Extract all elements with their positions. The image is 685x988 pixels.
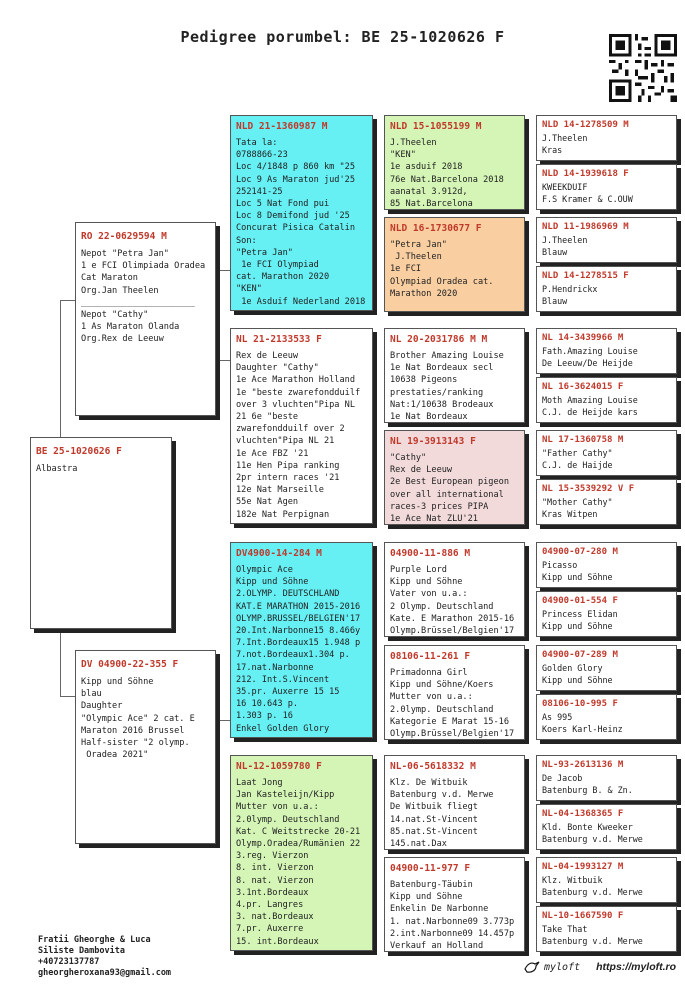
pigeon-notes: Olympic Ace Kipp und Söhne 2.OLYMP. DEUTSCHLAND KAT.E MARATHON 2015-2016 OLYMP.BRUSSEL/BELGIEN'17 20.Int.Narbonne15 8.466y 7.Int.Bordeaux15 1.948 p 7.not.Bordeaux1.304 p. 17.nat.Narbonne 212. Int.S.Vincent 35.pr. Auxerre 15 15 16 10.643 p. 1.303 p. 16 Enkel Golden Glory xyxy=(236,565,361,734)
pigeon-id: NL-06-5618332 M xyxy=(390,761,476,772)
pigeon-id: 08106-11-261 F xyxy=(390,651,471,662)
grandsire-paternal-card xyxy=(230,115,373,311)
pigeon-notes: Kipp und Söhne blau Daughter "Olympic Ace" 2 cat. E Maraton 2016 Brussel Half-sister "2 olymp. Oradea 2021" xyxy=(81,677,195,761)
pigeon-notes: Laat Jong Jan Kasteleijn/Kipp Mutter von u.a.: 2.0lymp. Deutschland Kat. C Weitstrecke 20-21 Olymp.Oradea/Rumänien 22 3.reg. Vierzon 8. int. Vierzon 8. nat. Vierzon 3.1nt.Bordeaux 4.pr. Langres 3. nat.Bordeaux 7.pr. Auxerre 15. int.Bordeaux xyxy=(236,778,361,947)
pigeon-notes: J.Theelen Kras xyxy=(542,133,588,155)
pigeon-id: 04900-11-977 F xyxy=(390,863,471,874)
gen4-card xyxy=(536,645,677,691)
pigeon-notes: Kld. Bonte Kweeker Batenburg v.d. Merwe xyxy=(542,822,643,844)
gen4-card xyxy=(536,266,677,312)
granddam-paternal-card xyxy=(230,328,373,524)
pigeon-id: BE 25-1020626 F xyxy=(36,446,122,457)
gen3-card xyxy=(384,645,525,740)
pigeon-notes: Tata la: 0788866-23 Loc 4/1848 p 860 km "25 Loc 9 As Maraton jud'25 252141-25 Loc 5 Nat Fond pui Loc 8 Demifond jud '25 Concurat Pisica Catalin Son: "Petra Jan" 1e FCI Olympiad cat. Marathon 2020 "KEN" 1e Asduif Nederland 2018 xyxy=(236,138,366,307)
connector-line xyxy=(60,628,61,696)
pigeon-notes: "Petra Jan" J.Theelen 1e FCI Olympiad Oradea cat. Marathon 2020 xyxy=(390,240,494,299)
subject-pigeon-card xyxy=(30,437,172,629)
gen4-card xyxy=(536,328,677,374)
gen4-card xyxy=(536,479,677,525)
pigeon-notes: J.Theelen Blauw xyxy=(542,235,588,257)
pigeon-id: NLD 16-1730677 F xyxy=(390,223,482,234)
pigeon-id: NL 19-3913143 F xyxy=(390,436,476,447)
pigeon-notes: "Cathy" Rex de Leeuw 2e Best European pigeon over all international races-3 prices PIPA 1e Ace Nat ZLU'21 xyxy=(390,453,509,525)
gen3-card xyxy=(384,328,525,423)
pigeon-notes: Princess Elidan Kipp und Söhne xyxy=(542,609,618,631)
pigeon-notes: Primadonna Girl Kipp und Söhne/Koers Mutter von u.a.: 2.0lymp. Deutschland Kategorie E Marat 15-16 Olymp.Brüssel/Belgien'17 xyxy=(390,668,515,740)
gen4-card xyxy=(536,755,677,801)
gen4-card xyxy=(536,164,677,210)
gen3-card xyxy=(384,115,525,210)
pigeon-notes: Moth Amazing Louise C.J. de Heijde kars xyxy=(542,395,638,417)
pigeon-notes: Purple Lord Kipp und Söhne Vater von u.a.: 2 Olymp. Deutschland Kate. E Marathon 2015-16 Olymp.Brüssel/Belgien'17 xyxy=(390,565,515,637)
connector-line xyxy=(216,360,230,361)
pigeon-notes: Take That Batenburg v.d. Merwe xyxy=(542,924,643,946)
connector-line xyxy=(60,300,61,438)
pigeon-notes: Brother Amazing Louise 1e Nat Bordeaux secl 10638 Pigeons prestaties/ranking Nat:1/10638 Brodeaux 1e Nat Bordeaux xyxy=(390,351,504,423)
pigeon-notes: J.Theelen "KEN" 1e asduif 2018 76e Nat.Barcelona 2018 aanatal 3.912d, 85 Nat.Barcelona xyxy=(390,138,504,210)
gen4-card xyxy=(536,217,677,263)
pigeon-id: 04900-07-289 M xyxy=(542,650,618,660)
pigeon-id: 04900-11-886 M xyxy=(390,548,471,559)
pigeon-id: 04900-07-280 M xyxy=(542,547,618,557)
pigeon-notes: P.Hendrickx Blauw xyxy=(542,284,598,306)
gen3-card xyxy=(384,857,525,952)
pigeon-notes: Fath.Amazing Louise De Leeuw/De Heijde xyxy=(542,346,638,368)
pigeon-id: NLD 14-1278509 M xyxy=(542,120,629,130)
connector-line xyxy=(60,300,75,301)
granddam-maternal-card xyxy=(230,755,373,951)
connector-line xyxy=(60,696,75,697)
pigeon-notes: KWEEKDUIF F.S Kramer & C.OUW xyxy=(542,182,633,204)
connector-line xyxy=(216,270,230,271)
gen4-card xyxy=(536,694,677,740)
pigeon-notes: As 995 Koers Karl-Heinz xyxy=(542,712,623,734)
gen4-card xyxy=(536,377,677,423)
brand-url-link[interactable]: https://myloft.ro xyxy=(596,961,677,973)
pigeon-notes: Batenburg-Täubin Kipp und Söhne Enkelin De Narbonne 1. nat.Narbonne09 3.773p 2.int.Narbonne09 14.457p Verkauf an Holland xyxy=(390,880,515,952)
pigeon-notes: Klz. De Witbuik Batenburg v.d. Merwe De Witbuik fliegt 14.nat.St-Vincent 85.nat.St-Vincent 145.nat.Dax xyxy=(390,778,494,850)
pigeon-id: NLD 15-1055199 M xyxy=(390,121,482,132)
gen4-card xyxy=(536,804,677,850)
pigeon-id: 04900-01-554 F xyxy=(542,596,618,606)
pigeon-id: NL-04-1993127 M xyxy=(542,862,624,872)
pigeon-id: DV4900-14-284 M xyxy=(236,548,322,559)
pigeon-notes: Klz. Witbuik Batenburg v.d. Merwe xyxy=(542,875,643,897)
pigeon-id: NL 15-3539292 V F xyxy=(542,484,635,494)
pigeon-id: NL 14-3439966 M xyxy=(542,333,624,343)
pigeon-id: DV 04900-22-355 F xyxy=(81,659,179,670)
pigeon-id: NLD 21-1360987 M xyxy=(236,121,328,132)
pigeon-id: NL 20-2031786 M M xyxy=(390,334,488,345)
gen3-card xyxy=(384,542,525,637)
brand-logo-text: myloft xyxy=(544,961,581,973)
dam-card xyxy=(75,650,216,844)
gen4-card xyxy=(536,591,677,637)
pigeon-id: NL 21-2133533 F xyxy=(236,334,322,345)
gen4-card xyxy=(536,542,677,588)
pigeon-id: NL-10-1667590 F xyxy=(542,911,624,921)
pigeon-id: NL-04-1368365 F xyxy=(542,809,624,819)
pigeon-notes: "Mother Cathy" Kras Witpen xyxy=(542,497,613,519)
pigeon-notes: Albastra xyxy=(36,464,78,474)
gen4-card xyxy=(536,906,677,952)
gen4-card xyxy=(536,857,677,903)
pigeon-id: RO 22-0629594 M xyxy=(81,231,167,242)
connector-line xyxy=(216,720,230,721)
gen4-card xyxy=(536,430,677,476)
pigeon-id: NL 16-3624015 F xyxy=(542,382,624,392)
pigeon-notes: De Jacob Batenburg B. & Zn. xyxy=(542,773,633,795)
pigeon-notes: "Father Cathy" C.J. de Haijde xyxy=(542,448,613,470)
breeder-contact: Fratii Gheorghe & Luca Siliste Dambovita +40723137787 gheorgheroxana93@gmail.com xyxy=(38,935,172,978)
pigeon-notes: Rex de Leeuw Daughter "Cathy" 1e Ace Marathon Holland 1e "beste zwarefondduilf over 3 vluchten"Pipa NL 21 6e "beste zwarefondduilf over 2 vluchten"Pipa NL 21 1e Ace FBZ '21 11e Hen Pipa ranking 2pr intern races '21 12e Nat Marseille 55e Nat Agen 182e Nat Perpignan xyxy=(236,351,361,520)
pigeon-id: NLD 11-1986969 M xyxy=(542,222,629,232)
pigeon-id: NLD 14-1939618 F xyxy=(542,169,629,179)
pigeon-id: 08106-10-995 F xyxy=(542,699,618,709)
pigeon-notes: Nepot "Petra Jan" 1 e FCI Olimpiada Oradea Cat Maraton Org.Jan Theelen ______________________ Nepot "Cathy" 1 As Maraton Olanda Org.Rex de Leeuw xyxy=(81,249,206,345)
pigeon-id: NL-93-2613136 M xyxy=(542,760,624,770)
pigeon-notes: Golden Glory Kipp und Söhne xyxy=(542,663,613,685)
gen3-card xyxy=(384,217,525,312)
grandsire-maternal-card xyxy=(230,542,373,738)
gen3-card xyxy=(384,430,525,525)
gen4-card xyxy=(536,115,677,161)
gen3-card xyxy=(384,755,525,850)
pigeon-id: NL-12-1059780 F xyxy=(236,761,322,772)
sire-card xyxy=(75,222,216,416)
pigeon-id: NL 17-1360758 M xyxy=(542,435,624,445)
pigeon-notes: Picasso Kipp und Söhne xyxy=(542,560,613,582)
qr-code-icon xyxy=(609,34,677,102)
pigeon-logo-icon xyxy=(524,960,540,974)
page-title: Pedigree porumbel: BE 25-1020626 F xyxy=(180,28,505,46)
pigeon-id: NLD 14-1278515 F xyxy=(542,271,629,281)
brand xyxy=(524,960,676,974)
